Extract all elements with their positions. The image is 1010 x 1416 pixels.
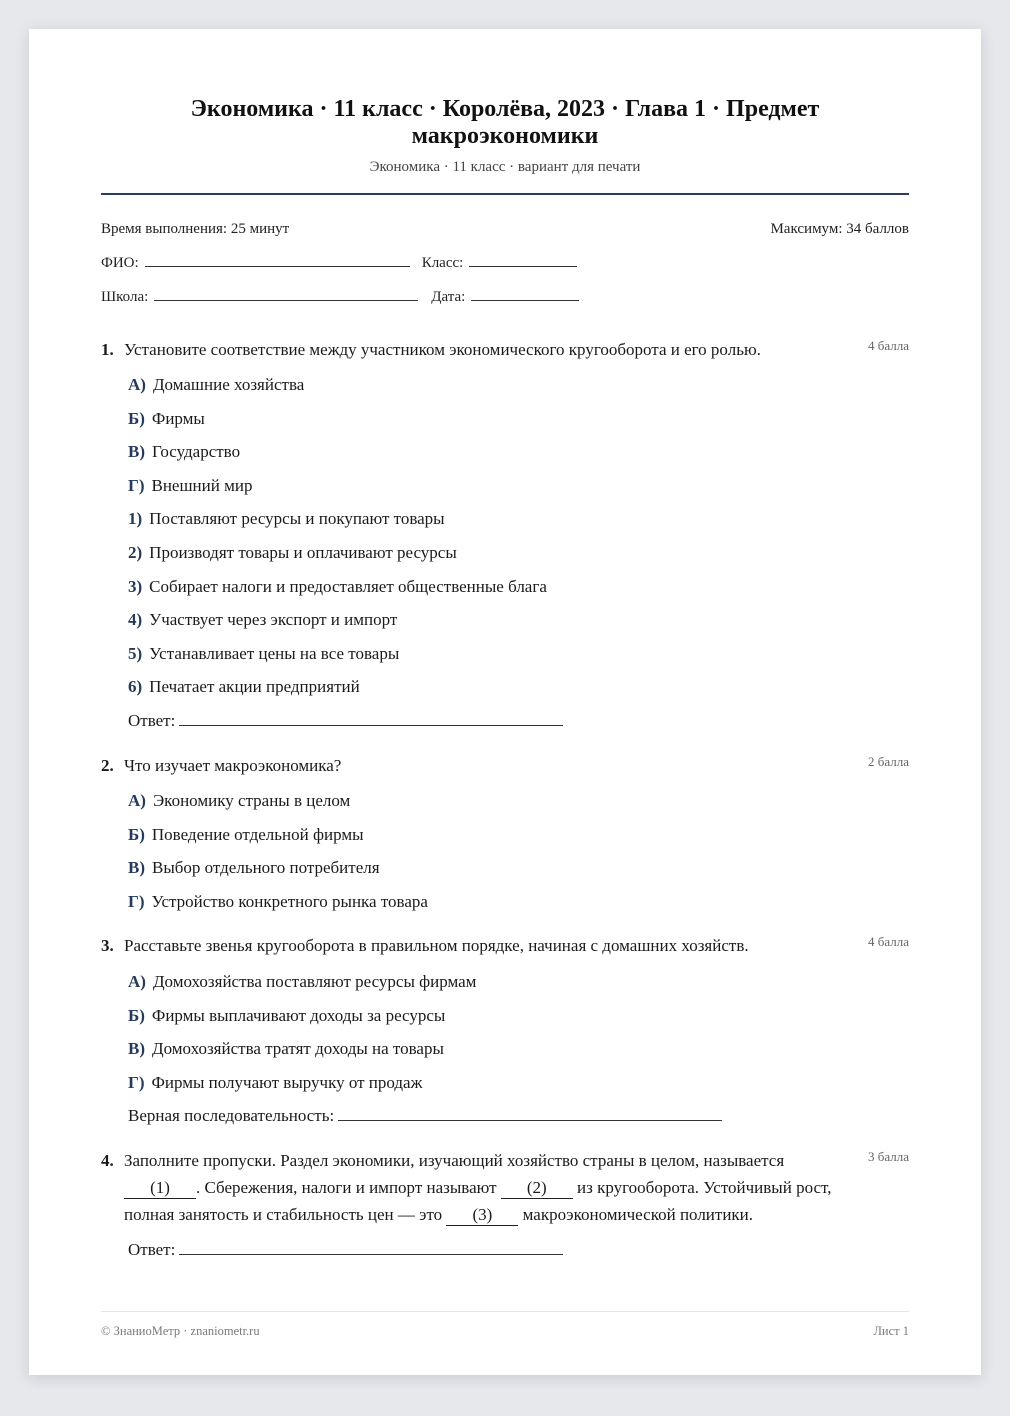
- option-text: Экономику страны в целом: [152, 791, 351, 811]
- option-text: Поставляют ресурсы и покупают товары: [149, 509, 445, 529]
- option-label: Г): [128, 1072, 145, 1092]
- blank-1: (1): [124, 1178, 196, 1199]
- option-label: 6): [128, 677, 143, 697]
- option-text: Домохозяйства поставляют ресурсы фирмам: [152, 972, 477, 991]
- question-points: 2 балла: [868, 753, 909, 769]
- answer-row: [128, 710, 909, 732]
- date-field-label: Дата:: [431, 289, 466, 305]
- option-b: [128, 1005, 909, 1027]
- question-header: [101, 1147, 909, 1228]
- option-g: [128, 891, 909, 913]
- option-3: [128, 576, 909, 598]
- options-list: [101, 374, 909, 732]
- text-part: . Сбережения, налоги и импорт называют: [196, 1177, 497, 1197]
- option-label: Б): [128, 408, 145, 428]
- option-text: Домохозяйства тратят доходы на товары: [152, 1039, 444, 1059]
- option-label: 2): [128, 543, 143, 563]
- option-v: [128, 857, 909, 879]
- option-text: Устройство конкретного рынка товара: [151, 891, 428, 911]
- sequence-answer-row: [128, 1105, 909, 1127]
- options-list: [101, 790, 909, 913]
- option-4: [128, 609, 909, 631]
- question-points: 3 балла: [868, 1148, 909, 1164]
- page-title: Экономика · 11 класс · Королёва, 2023 · Глава 1 · Предмет макроэкономики: [190, 96, 820, 149]
- question-text: Установите соответствие между участником экономического кругооборота и его ролью.: [124, 339, 761, 359]
- name-field-line: [145, 252, 410, 267]
- option-b: [128, 408, 909, 430]
- page-footer: [101, 1311, 909, 1339]
- option-label: 4): [128, 610, 143, 630]
- question-header: [101, 752, 909, 779]
- option-a: [128, 790, 909, 812]
- option-label: А): [128, 375, 146, 395]
- meta-row: [101, 219, 909, 239]
- text-part: из кругооборота. Устойчивый рост, полная занятость и стабильность цен — это: [124, 1177, 832, 1224]
- name-field-label: ФИО:: [101, 255, 139, 271]
- answer-line: [179, 1240, 563, 1255]
- option-label: 5): [128, 643, 143, 663]
- question-3: [101, 932, 909, 1127]
- max-score: Максимум: 34 баллов: [770, 221, 909, 237]
- text-part: Заполните пропуски. Раздел экономики, изучающий хозяйство страны в целом, называется: [124, 1150, 785, 1170]
- class-field-line: [469, 252, 577, 267]
- option-text: Поведение отдельной фирмы: [151, 824, 364, 844]
- answer-area: [101, 1239, 909, 1261]
- question-text: [124, 1147, 847, 1228]
- option-text: Фирмы: [151, 408, 205, 428]
- option-text: Фирмы выплачивают доходы за ресурсы: [151, 1005, 446, 1025]
- questions-list: [101, 307, 909, 1261]
- question-1: [101, 336, 909, 733]
- option-text: Внешний мир: [151, 475, 253, 495]
- fields-row-school-date: [101, 286, 909, 307]
- question-points: 4 балла: [868, 337, 909, 353]
- option-label: А): [128, 972, 146, 991]
- option-v: [128, 1038, 909, 1060]
- option-text: Собирает налоги и предоставляет общественные блага: [149, 576, 547, 596]
- option-text: Участвует через экспорт и импорт: [149, 610, 398, 630]
- option-label: А): [128, 791, 146, 811]
- option-label: В): [128, 858, 145, 878]
- option-6: [128, 676, 909, 698]
- page-subtitle: Экономика · 11 класс · вариант для печати: [369, 159, 641, 175]
- answer-row: [128, 1239, 909, 1261]
- option-text: Домашние хозяйства: [152, 375, 305, 395]
- option-a: [128, 374, 909, 396]
- school-field-label: Школа:: [101, 289, 149, 305]
- option-text: Устанавливает цены на все товары: [149, 643, 400, 663]
- option-5: [128, 643, 909, 665]
- option-1: [128, 508, 909, 530]
- answer-line: [179, 711, 563, 726]
- option-label: Б): [128, 824, 145, 844]
- question-number: 4.: [101, 1150, 114, 1170]
- question-2: [101, 752, 909, 913]
- option-text: Печатает акции предприятий: [149, 677, 360, 697]
- text-part: макроэкономической политики.: [522, 1204, 754, 1224]
- option-g: [128, 1072, 909, 1094]
- option-b: [128, 824, 909, 846]
- answer-label: Ответ:: [128, 711, 176, 731]
- options-list: [101, 971, 909, 1127]
- question-text: Расставьте звенья кругооборота в правильном порядке, начиная с домашних хозяйств.: [124, 936, 749, 956]
- student-fields: [101, 252, 909, 307]
- option-text: Государство: [152, 442, 241, 462]
- blank-3: (3): [446, 1205, 518, 1226]
- option-text: Фирмы получают выручку от продаж: [151, 1072, 423, 1092]
- time-limit: Время выполнения: 25 минут: [101, 221, 290, 237]
- question-number: 3.: [101, 936, 114, 956]
- blank-2: (2): [501, 1178, 573, 1199]
- answer-label: Ответ:: [128, 1240, 176, 1260]
- option-label: В): [128, 442, 145, 462]
- option-label: 1): [128, 509, 143, 529]
- footer-copyright: © ЗнаниоМетр · znaniometr.ru: [101, 1324, 260, 1338]
- answer-line: [338, 1106, 722, 1121]
- option-2: [128, 542, 909, 564]
- school-field-line: [154, 286, 418, 301]
- option-g: [128, 475, 909, 497]
- option-text: Производят товары и оплачивают ресурсы: [149, 543, 457, 563]
- option-label: Г): [128, 475, 145, 495]
- question-number: 1.: [101, 339, 114, 359]
- question-text: Что изучает макроэкономика?: [124, 755, 342, 775]
- class-field-label: Класс:: [421, 255, 464, 271]
- date-field-line: [471, 286, 579, 301]
- option-label: Б): [128, 1005, 145, 1025]
- question-number: 2.: [101, 755, 114, 775]
- worksheet-page: [29, 29, 981, 1375]
- option-label: Г): [128, 891, 145, 911]
- option-text: Выбор отдельного потребителя: [152, 858, 380, 878]
- worksheet-header: [101, 96, 909, 195]
- option-v: [128, 441, 909, 463]
- option-a: [128, 971, 909, 993]
- question-4: [101, 1147, 909, 1262]
- question-header: [101, 932, 909, 959]
- option-label: 3): [128, 576, 143, 596]
- question-header: [101, 336, 909, 363]
- question-points: 4 балла: [868, 934, 909, 950]
- option-label: В): [128, 1039, 145, 1059]
- fields-row-name-class: [101, 252, 909, 273]
- footer-page-number: Лист 1: [873, 1324, 909, 1338]
- sequence-answer-label: Верная последовательность:: [128, 1106, 335, 1126]
